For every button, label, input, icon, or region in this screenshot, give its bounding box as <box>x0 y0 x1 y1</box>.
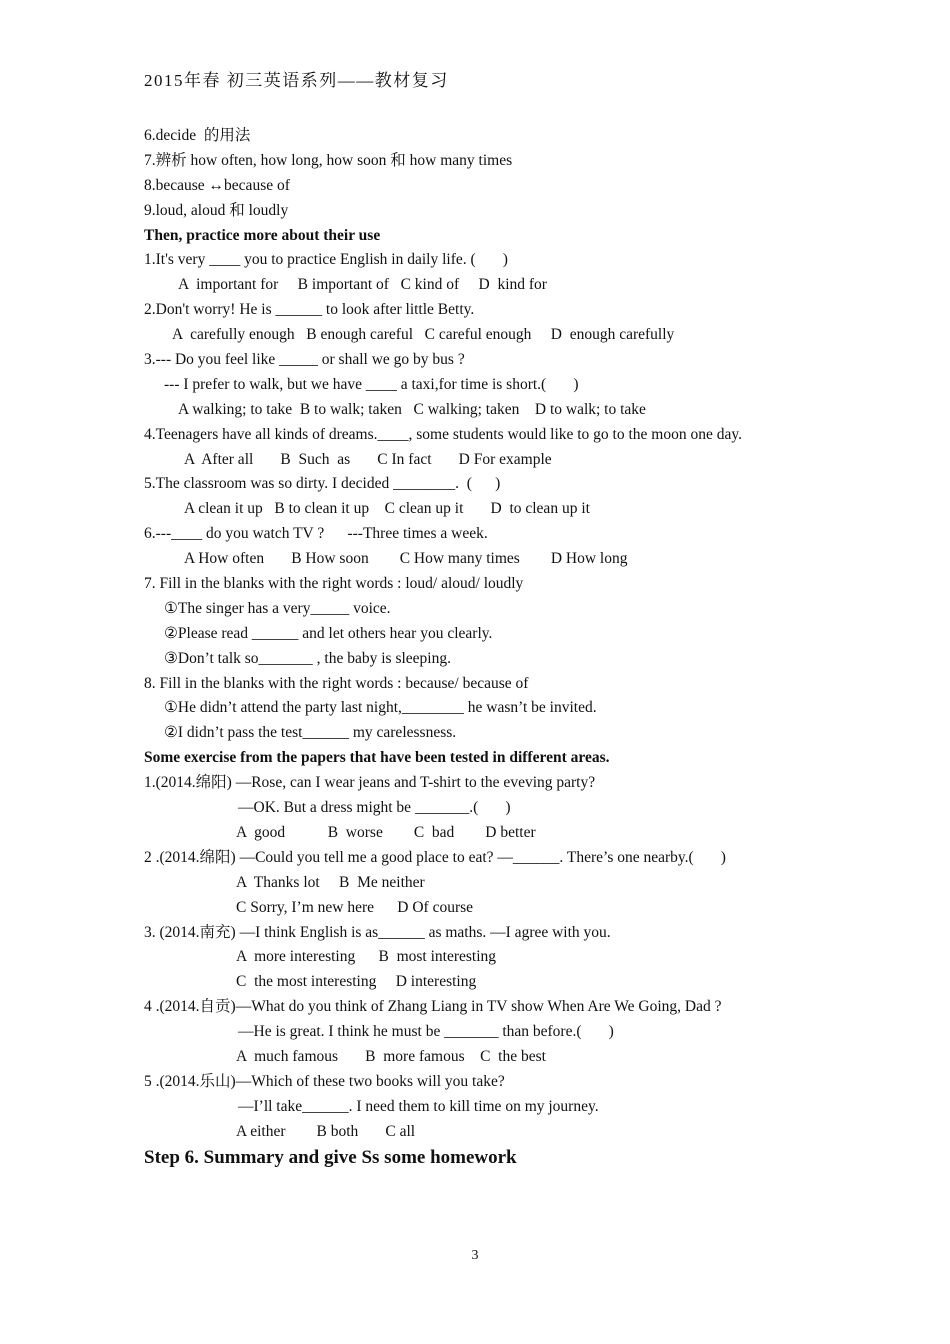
question-3-options: A walking; to take B to walk; taken C walking; taken D to walk; to take <box>178 400 646 418</box>
question-7: 7. Fill in the blanks with the right words : loud/ aloud/ loudly <box>144 575 524 593</box>
topic-because: 8.because ↔because of <box>144 176 290 194</box>
exam-question-1-options: A good B worse C bad D better <box>236 823 536 841</box>
exam-question-3: 3. (2014.南充) —I think English is as______ as maths. —I agree with you. <box>144 923 611 941</box>
exam-question-2-options-cd: C Sorry, I’m new here D Of course <box>236 898 474 916</box>
question-7-item-1: ①The singer has a very_____ voice. <box>164 599 391 617</box>
question-1-options: A important for B important of C kind of D kind for <box>178 276 547 294</box>
question-3: 3.--- Do you feel like _____ or shall we go by bus ? <box>144 351 465 369</box>
exam-question-4-options: A much famous B more famous C the best <box>236 1047 546 1065</box>
question-4: 4.Teenagers have all kinds of dreams.____, some students would like to go to the moon one day. <box>144 425 742 443</box>
exam-question-3-options-cd: C the most interesting D interesting <box>236 973 477 991</box>
exam-question-5-reply: —I’ll take______. I need them to kill time on my journey. <box>238 1097 599 1115</box>
question-2-options: A carefully enough B enough careful C careful enough D enough carefully <box>172 326 675 344</box>
topic-how-often: 7.辨析 how often, how long, how soon 和 how many times <box>144 151 513 169</box>
exam-question-5: 5 .(2014.乐山)—Which of these two books will you take? <box>144 1072 505 1090</box>
page-number: 3 <box>471 1248 479 1263</box>
question-5: 5.The classroom was so dirty. I decided ________. ( ) <box>144 475 501 493</box>
question-8: 8. Fill in the blanks with the right words : because/ because of <box>144 674 529 692</box>
question-6-options: A How often B How soon C How many times D How long <box>184 550 628 568</box>
topic-loud: 9.loud, aloud 和 loudly <box>144 201 289 219</box>
question-8-item-1: ①He didn’t attend the party last night,________ he wasn’t be invited. <box>164 699 597 717</box>
question-1: 1.It's very ____ you to practice English in daily life. ( ) <box>144 251 508 269</box>
section-heading-exercise: Some exercise from the papers that have been tested in different areas. <box>144 749 610 767</box>
page-header: 2015年春 初三英语系列——教材复习 <box>144 71 449 90</box>
question-5-options: A clean it up B to clean it up C clean up it D to clean up it <box>184 500 590 518</box>
exam-question-5-options: A either B both C all <box>236 1122 416 1140</box>
exam-question-1: 1.(2014.绵阳) —Rose, can I wear jeans and T-shirt to the eveving party? <box>144 774 596 792</box>
question-7-item-3: ③Don’t talk so_______ , the baby is sleeping. <box>164 649 451 667</box>
question-3-reply: --- I prefer to walk, but we have ____ a taxi,for time is short.( ) <box>164 375 579 393</box>
topic-decide: 6.decide 的用法 <box>144 127 251 144</box>
section-heading-practice: Then, practice more about their use <box>144 226 381 244</box>
question-2: 2.Don't worry! He is ______ to look after little Betty. <box>144 301 475 319</box>
document-body <box>144 124 844 1171</box>
question-8-item-2: ②I didn’t pass the test______ my carelessness. <box>164 724 457 742</box>
exam-question-2-options-ab: A Thanks lot B Me neither <box>236 873 425 891</box>
exam-question-4: 4 .(2014.自贡)—What do you think of Zhang Liang in TV show When Are We Going, Dad ? <box>144 998 722 1016</box>
step-6-heading: Step 6. Summary and give Ss some homework <box>144 1146 517 1168</box>
exam-question-1-reply: —OK. But a dress might be _______.( ) <box>238 799 511 817</box>
exam-question-3-options-ab: A more interesting B most interesting <box>236 948 497 966</box>
question-4-options: A After all B Such as C In fact D For example <box>184 450 552 468</box>
exam-question-4-reply: —He is great. I think he must be _______ than before.( ) <box>238 1023 614 1041</box>
exam-question-2: 2 .(2014.绵阳) —Could you tell me a good place to eat? —______. There’s one nearby.( ) <box>144 848 726 866</box>
question-6: 6.---____ do you watch TV ? ---Three times a week. <box>144 525 488 543</box>
question-7-item-2: ②Please read ______ and let others hear you clearly. <box>164 624 493 642</box>
